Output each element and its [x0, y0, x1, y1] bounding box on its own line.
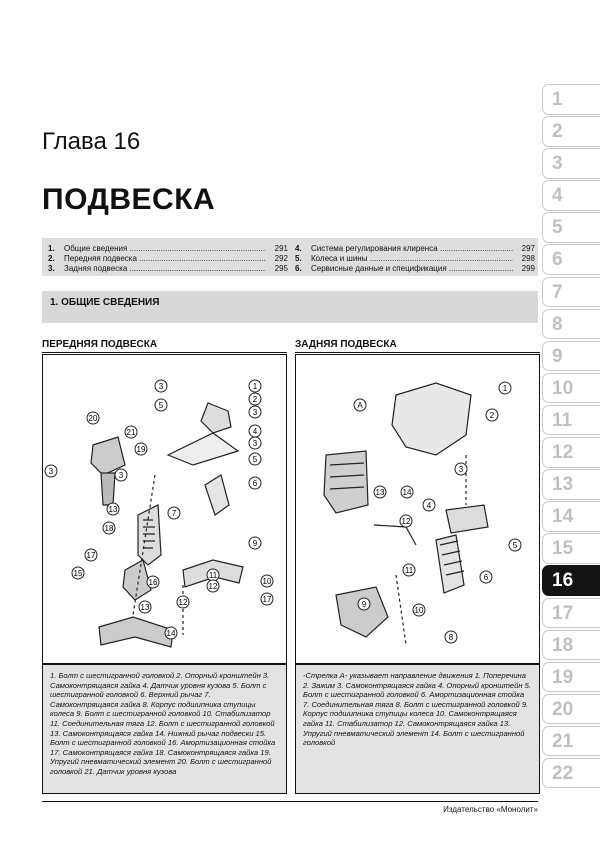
chapter-tab-14[interactable]: 14: [542, 501, 600, 532]
front-legend: 1. Болт с шестигранной головкой 2. Опорный кронштейн 3. Самоконтрящаяся гайка 4. Датчик уровня кузова 5. Болт с шестигранной головкой 6. Верхний рычаг 7. Самоконтрящаяся гайка 8. Корпус подшипника ступицы колеса 9. Болт с шестигранной головкой 10. Стабилизатор 11. Соединительная тяга 12. Болт с шестигранной головкой 13. Самоконтрящаяся гайка 14. Нижний рычаг подвески 15. Болт с шестигранной головкой 16. Амортизационная стойка 17. Самоконтрящаяся гайка 18. Самоконтрящаяся гайка 19. Упругий пневматический элемент 20. Болт с шестигранной головкой 21. Датчик уровня кузова: [42, 664, 287, 794]
chapter-tab-17[interactable]: 17: [542, 598, 600, 629]
toc-item[interactable]: 3. Задняя подвеска ..... 295: [48, 264, 288, 274]
chapter-tab-20[interactable]: 20: [542, 694, 600, 725]
svg-text:3: 3: [252, 439, 258, 448]
svg-text:6: 6: [483, 573, 489, 582]
svg-text:5: 5: [512, 541, 518, 550]
toc-item[interactable]: 2. Передняя подвеска ..... 292: [48, 254, 288, 264]
svg-text:11: 11: [208, 571, 218, 580]
front-suspension-drawing: [43, 355, 286, 663]
chapter-tab-3[interactable]: 3: [542, 148, 600, 179]
svg-text:5: 5: [252, 455, 258, 464]
svg-text:3: 3: [458, 465, 464, 474]
svg-text:4: 4: [426, 501, 432, 510]
chapter-tabs: [542, 84, 600, 790]
toc-column-right: [295, 244, 535, 274]
chapter-tab-8[interactable]: 8: [542, 309, 600, 340]
svg-text:3: 3: [118, 471, 124, 480]
svg-text:14: 14: [402, 488, 412, 497]
chapter-tab-16[interactable]: 16: [542, 565, 600, 596]
chapter-tab-6[interactable]: 6: [542, 244, 600, 275]
toc-item[interactable]: 6. Сервисные данные и спецификация ..... 299: [295, 264, 535, 274]
svg-text:14: 14: [166, 629, 176, 638]
chapter-tab-19[interactable]: 19: [542, 662, 600, 693]
svg-text:A: A: [357, 401, 363, 410]
svg-text:10: 10: [262, 577, 272, 586]
svg-text:2: 2: [489, 411, 495, 420]
section-heading-bar: [42, 291, 538, 323]
chapter-tab-11[interactable]: 11: [542, 405, 600, 436]
rear-legend: -Стрелка А- указывает направление движения 1. Поперечина 2. Зажим 3. Самоконтрящаяся гайка 4. Опорный кронштейн 5. Болт с шестигранной головкой 6. Амортизационная стойка 7. Соединительная тяга 8. Болт с шестигранной головкой 9. Корпус подшипника ступицы колеса 10. Самоконтрящаяся гайка 11. Стабилизатор 12. Самоконтрящаяся гайка 13. Упругий пневматический элемент 14. Болт с шестигранной головкой: [295, 664, 540, 794]
svg-text:3: 3: [252, 408, 258, 417]
svg-text:19: 19: [136, 445, 146, 454]
svg-text:15: 15: [73, 569, 83, 578]
chapter-label: Глава 16: [42, 128, 141, 155]
svg-text:10: 10: [414, 606, 424, 615]
chapter-tab-12[interactable]: 12: [542, 437, 600, 468]
svg-text:18: 18: [104, 524, 114, 533]
svg-text:13: 13: [108, 505, 118, 514]
svg-text:5: 5: [158, 401, 164, 410]
svg-text:13: 13: [140, 603, 150, 612]
chapter-title: ПОДВЕСКА: [42, 183, 216, 216]
toc-item[interactable]: 4. Система регулирования клиренса ..... 297: [295, 244, 535, 254]
table-of-contents: [42, 238, 538, 276]
footer-divider: [42, 801, 538, 802]
chapter-tab-15[interactable]: 15: [542, 533, 600, 564]
front-suspension-heading: ПЕРЕДНЯЯ ПОДВЕСКА: [42, 339, 287, 353]
section-heading: 1. ОБЩИЕ СВЕДЕНИЯ: [50, 297, 160, 308]
toc-column-left: [48, 244, 288, 274]
chapter-tab-2[interactable]: 2: [542, 116, 600, 147]
svg-text:11: 11: [404, 566, 414, 575]
svg-text:21: 21: [126, 428, 136, 437]
svg-text:16: 16: [148, 578, 158, 587]
svg-text:7: 7: [171, 509, 177, 518]
chapter-tab-9[interactable]: 9: [542, 341, 600, 372]
publisher-credit: Издательство «Монолит»: [443, 805, 538, 814]
chapter-tab-1[interactable]: 1: [542, 84, 600, 115]
svg-text:2: 2: [252, 395, 258, 404]
chapter-tab-21[interactable]: 21: [542, 726, 600, 757]
toc-item[interactable]: 5. Колеса и шины ..... 298: [295, 254, 535, 264]
svg-text:12: 12: [401, 517, 411, 526]
svg-text:12: 12: [178, 598, 188, 607]
svg-text:17: 17: [262, 595, 272, 604]
svg-text:17: 17: [86, 551, 96, 560]
svg-text:3: 3: [48, 467, 54, 476]
svg-text:13: 13: [375, 488, 385, 497]
chapter-tab-22[interactable]: 22: [542, 758, 600, 789]
svg-text:9: 9: [252, 539, 258, 548]
chapter-tab-5[interactable]: 5: [542, 212, 600, 243]
svg-text:1: 1: [252, 382, 258, 391]
svg-text:20: 20: [88, 414, 98, 423]
chapter-tab-4[interactable]: 4: [542, 180, 600, 211]
svg-text:8: 8: [448, 633, 454, 642]
svg-text:3: 3: [158, 382, 164, 391]
rear-suspension-heading: ЗАДНЯЯ ПОДВЕСКА: [295, 339, 540, 353]
front-suspension-diagram: [42, 354, 287, 664]
toc-item[interactable]: 1. Общие сведения ..... 291: [48, 244, 288, 254]
svg-text:4: 4: [252, 427, 258, 436]
rear-suspension-drawing: [296, 355, 539, 663]
chapter-tab-7[interactable]: 7: [542, 277, 600, 308]
svg-text:12: 12: [208, 582, 218, 591]
svg-text:9: 9: [361, 600, 367, 609]
chapter-tab-18[interactable]: 18: [542, 630, 600, 661]
rear-suspension-diagram: [295, 354, 540, 664]
svg-text:6: 6: [252, 479, 258, 488]
svg-text:1: 1: [502, 384, 508, 393]
chapter-tab-10[interactable]: 10: [542, 373, 600, 404]
chapter-tab-13[interactable]: 13: [542, 469, 600, 500]
